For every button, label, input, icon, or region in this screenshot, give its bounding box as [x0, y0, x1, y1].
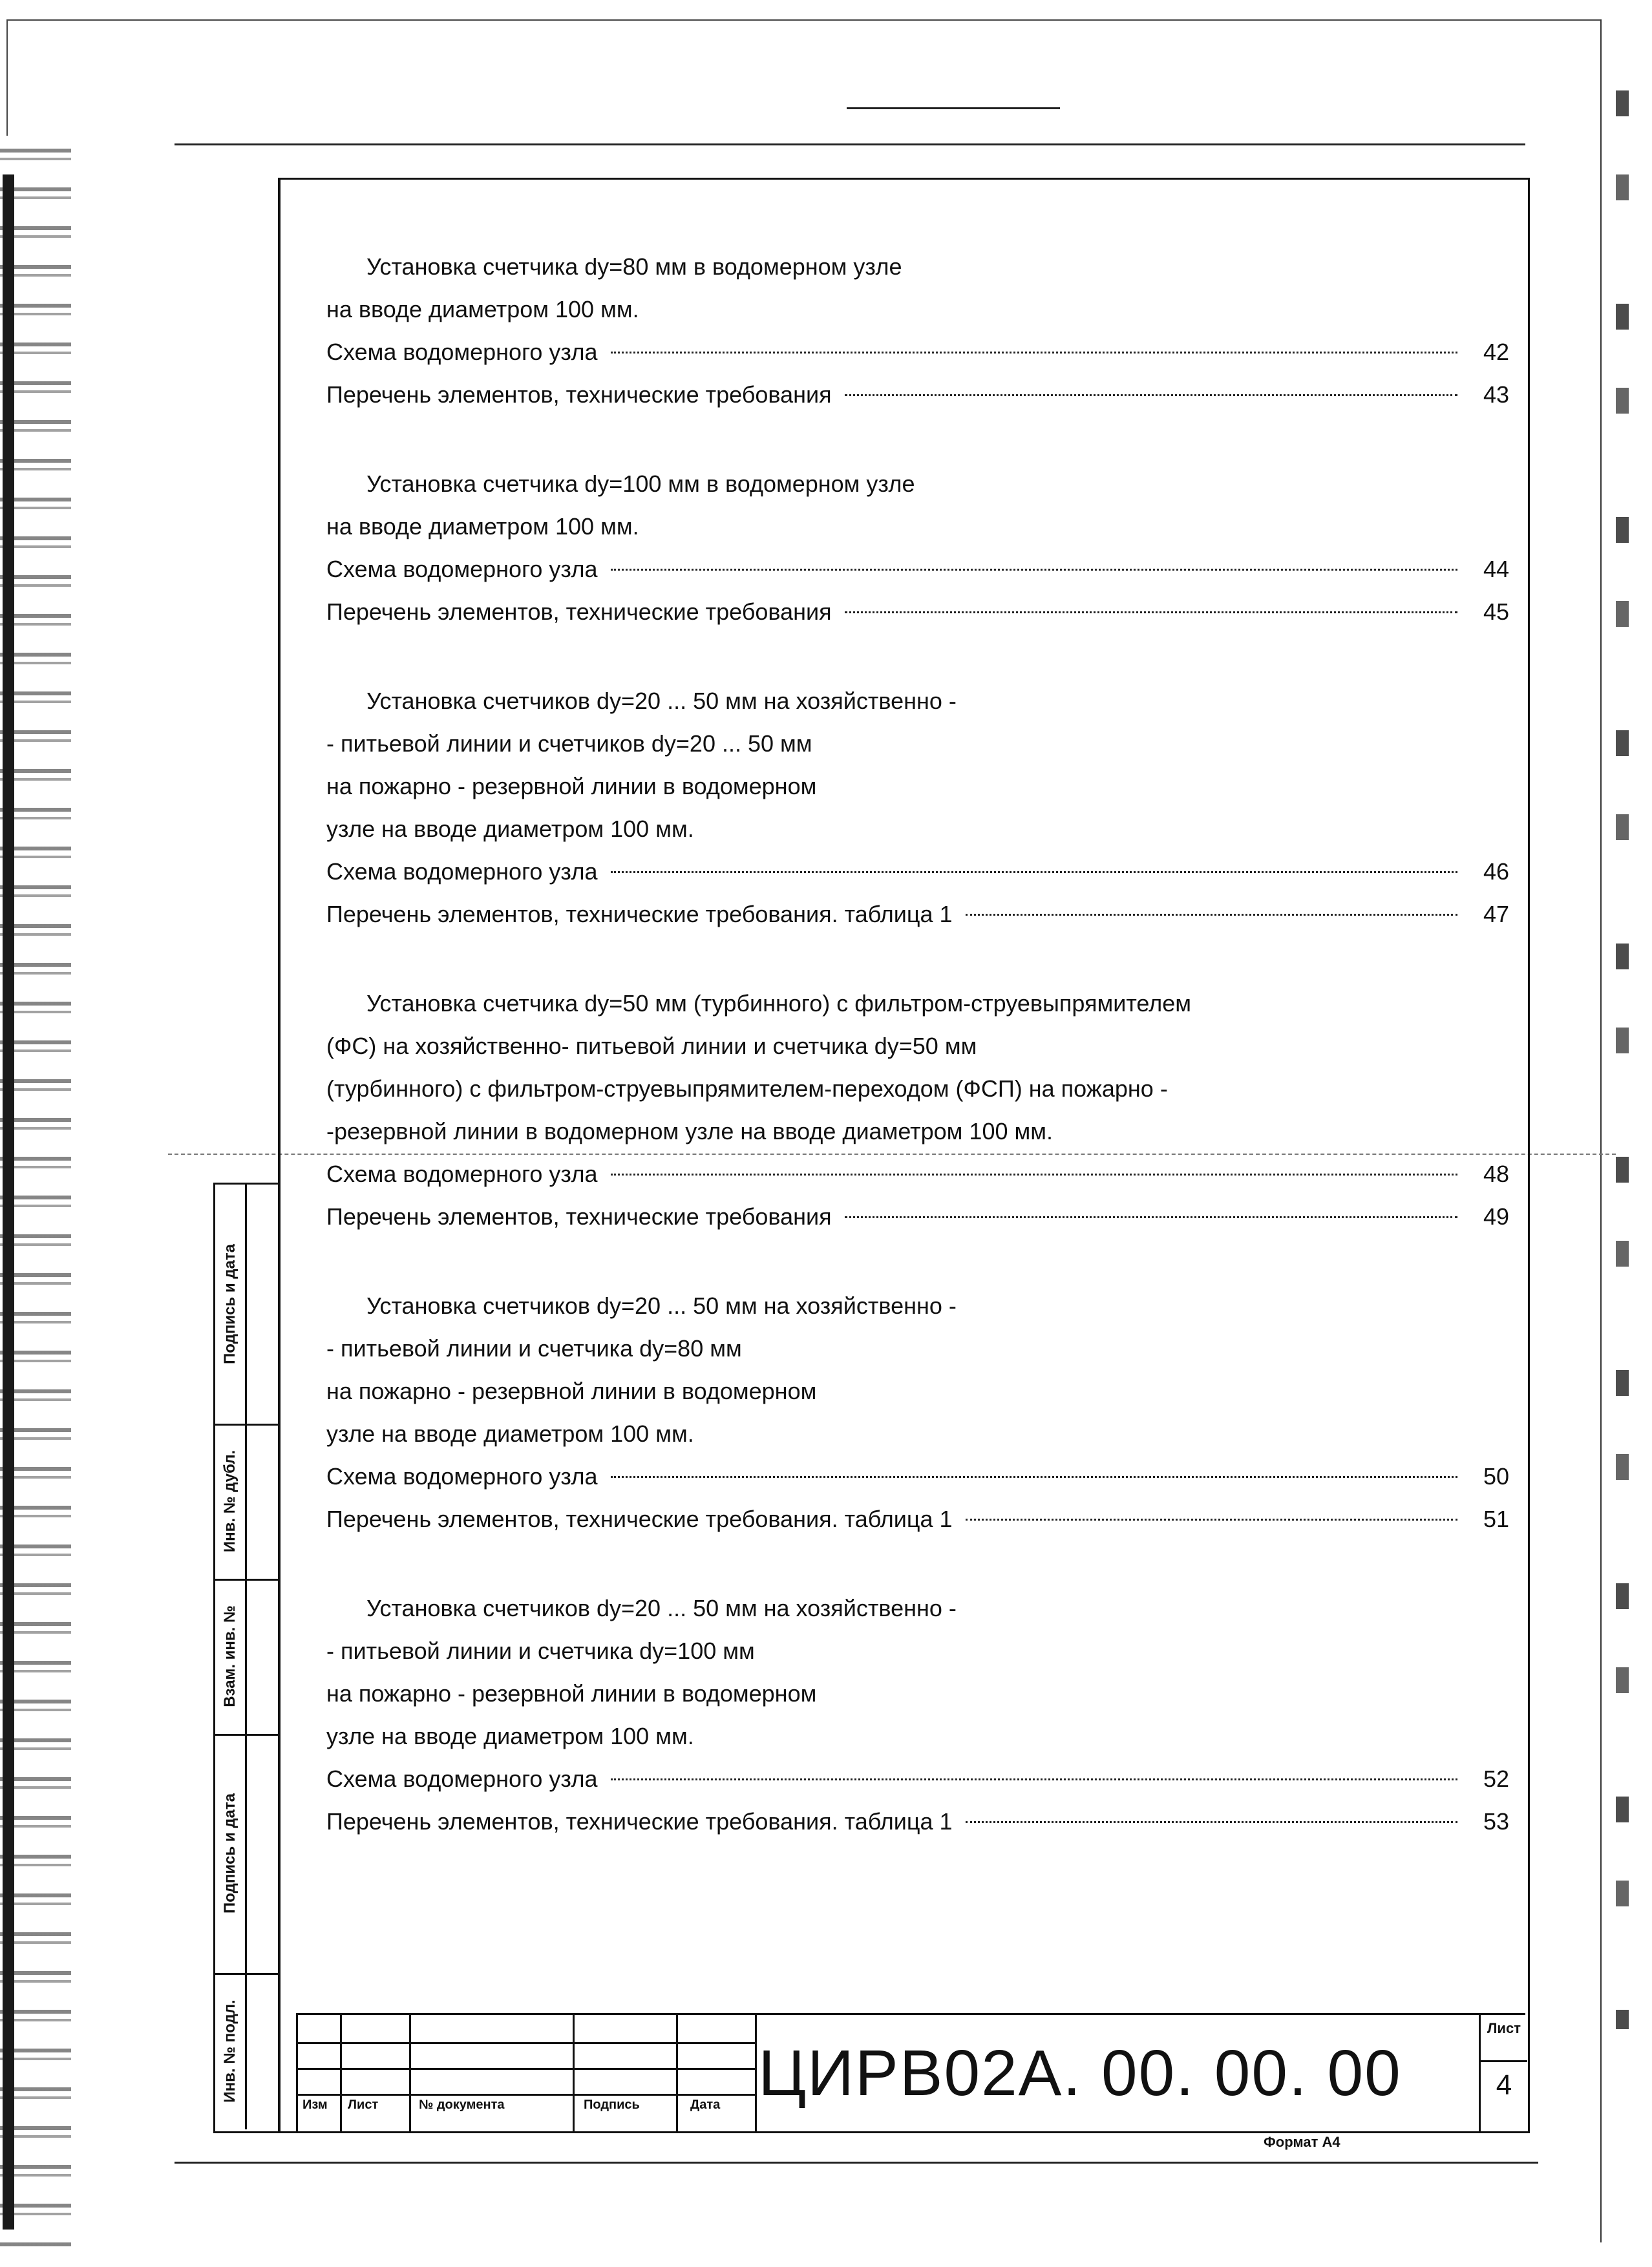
side-label: Инв. № подл.: [221, 1999, 238, 2103]
entry-title: Схема водомерного узла: [326, 858, 598, 885]
section-heading: узле на вводе диаметром 100 мм.: [326, 1420, 694, 1447]
toc-entry: [326, 1455, 1509, 1498]
side-cell-dup-inv: [215, 1424, 280, 1581]
toc-section: [326, 1285, 1509, 1541]
header-dash: [847, 107, 1060, 109]
scan-edge-right: [1600, 19, 1602, 2242]
entry-title: Перечень элементов, технические требования: [326, 1203, 832, 1230]
section-heading: - питьевой линии и счетчика dy=80 мм: [326, 1335, 742, 1362]
leader-dots: [611, 871, 1457, 873]
scan-edge-left: [6, 19, 8, 136]
revision-grid: [296, 2015, 755, 2131]
col-header-document: № документа: [419, 2098, 505, 2112]
leader-dots: [966, 914, 1457, 916]
section-heading: Установка счетчика dy=80 мм в водомерном узле: [366, 253, 902, 280]
toc-section: [326, 246, 1509, 416]
side-label: Подпись и дата: [221, 1793, 238, 1914]
col-header-date: Дата: [690, 2098, 721, 2112]
toc-entry: [326, 331, 1509, 374]
page-number: 43: [1483, 381, 1509, 408]
toc-entry: [326, 893, 1509, 936]
section-heading: узле на вводе диаметром 100 мм.: [326, 1723, 694, 1749]
side-cell-signature-date: [215, 1185, 280, 1426]
side-cell-signature-date-2: [215, 1734, 280, 1975]
leader-dots: [611, 1476, 1457, 1478]
page-number: 51: [1483, 1506, 1509, 1532]
leader-dots: [966, 1519, 1457, 1521]
section-heading: узле на вводе диаметром 100 мм.: [326, 816, 694, 842]
page-number: 45: [1483, 598, 1509, 625]
side-stamp: [213, 1183, 280, 2133]
page-number: 47: [1483, 901, 1509, 927]
entry-title: Перечень элементов, технические требования: [326, 598, 832, 625]
section-heading: на вводе диаметром 100 мм.: [326, 513, 639, 540]
toc-entry: [326, 1498, 1509, 1541]
page-number: 44: [1483, 556, 1509, 582]
leader-dots: [611, 569, 1457, 571]
header-rule: [175, 143, 1525, 145]
toc-entry: [326, 1758, 1509, 1800]
toc-entry: [326, 591, 1509, 633]
side-cell-replace-inv: [215, 1579, 280, 1736]
section-heading: - питьевой линии и счетчика dy=100 мм: [326, 1638, 755, 1664]
entry-title: Перечень элементов, технические требования. таблица 1: [326, 1506, 953, 1532]
leader-dots: [611, 1778, 1457, 1780]
sheet-number: 4: [1496, 2069, 1512, 2101]
toc-section: [326, 463, 1509, 633]
toc-entry: [326, 1153, 1509, 1196]
toc-section: [326, 1587, 1509, 1843]
side-label: Подпись и дата: [221, 1244, 238, 1364]
col-header-signature: Подпись: [584, 2098, 640, 2112]
entry-title: Схема водомерного узла: [326, 1463, 598, 1490]
page-number: 46: [1483, 858, 1509, 885]
entry-title: Схема водомерного узла: [326, 556, 598, 582]
scan-binding-edge: [3, 174, 14, 2230]
section-heading: Установка счетчика dy=100 мм в водомерном узле: [366, 470, 915, 497]
leader-dots: [611, 352, 1457, 353]
leader-dots: [845, 1216, 1457, 1218]
toc-section: [326, 982, 1509, 1238]
section-heading: (турбинного) с фильтром-струевыпрямителем-переходом (ФСП) на пожарно -: [326, 1075, 1168, 1102]
section-heading: на пожарно - резервной линии в водомерном: [326, 1378, 817, 1404]
footer-rule: [175, 2162, 1538, 2164]
side-label: Взам. инв. №: [221, 1605, 238, 1707]
sheet-label: Лист: [1487, 2020, 1521, 2036]
section-heading: (ФС) на хозяйственно- питьевой линии и счетчика dy=50 мм: [326, 1033, 977, 1059]
document-code: ЦИРВ02А. 00. 00. 00: [758, 2036, 1402, 2109]
section-heading: на пожарно - резервной линии в водомерном: [326, 773, 817, 799]
section-heading: Установка счетчика dy=50 мм (турбинного) с фильтром-струевыпрямителем: [366, 990, 1192, 1017]
toc-content: [326, 246, 1509, 1890]
title-block: [296, 2013, 1525, 2131]
col-header-change: Изм: [302, 2098, 328, 2112]
section-heading: Установка счетчиков dy=20 ... 50 мм на хозяйственно -: [366, 1292, 957, 1319]
page-number: 42: [1483, 339, 1509, 365]
leader-dots: [845, 611, 1457, 613]
toc-section: [326, 680, 1509, 936]
page-number: 49: [1483, 1203, 1509, 1230]
leader-dots: [845, 394, 1457, 396]
page-number: 50: [1483, 1463, 1509, 1490]
toc-entry: [326, 850, 1509, 893]
entry-title: Схема водомерного узла: [326, 1161, 598, 1187]
leader-dots: [966, 1821, 1457, 1823]
section-heading: на вводе диаметром 100 мм.: [326, 296, 639, 322]
entry-title: Схема водомерного узла: [326, 339, 598, 365]
scan-right-marks: [1616, 90, 1629, 2029]
section-heading: Установка счетчиков dy=20 ... 50 мм на хозяйственно -: [366, 688, 957, 714]
toc-entry: [326, 548, 1509, 591]
side-label: Инв. № дубл.: [221, 1450, 238, 1553]
entry-title: Перечень элементов, технические требования. таблица 1: [326, 1808, 953, 1835]
page-number: 53: [1483, 1808, 1509, 1835]
side-cell-orig-inv: [215, 1973, 280, 2129]
toc-entry: [326, 1800, 1509, 1843]
entry-title: Перечень элементов, технические требования: [326, 381, 832, 408]
section-heading: Установка счетчиков dy=20 ... 50 мм на хозяйственно -: [366, 1595, 957, 1621]
toc-entry: [326, 374, 1509, 416]
scan-edge-top: [6, 19, 1600, 21]
paper-format: Формат А4: [1264, 2134, 1340, 2150]
section-heading: на пожарно - резервной линии в водомерном: [326, 1680, 817, 1707]
section-heading: - питьевой линии и счетчиков dy=20 ... 50 мм: [326, 730, 812, 757]
toc-entry: [326, 1196, 1509, 1238]
page-number: 52: [1483, 1766, 1509, 1792]
page-number: 48: [1483, 1161, 1509, 1187]
section-heading: -резервной линии в водомерном узле на вводе диаметром 100 мм.: [326, 1118, 1053, 1144]
entry-title: Схема водомерного узла: [326, 1766, 598, 1792]
leader-dots: [611, 1174, 1457, 1176]
col-header-sheet: Лист: [348, 2098, 379, 2112]
sheet-box: [1479, 2015, 1527, 2131]
entry-title: Перечень элементов, технические требования. таблица 1: [326, 901, 953, 927]
